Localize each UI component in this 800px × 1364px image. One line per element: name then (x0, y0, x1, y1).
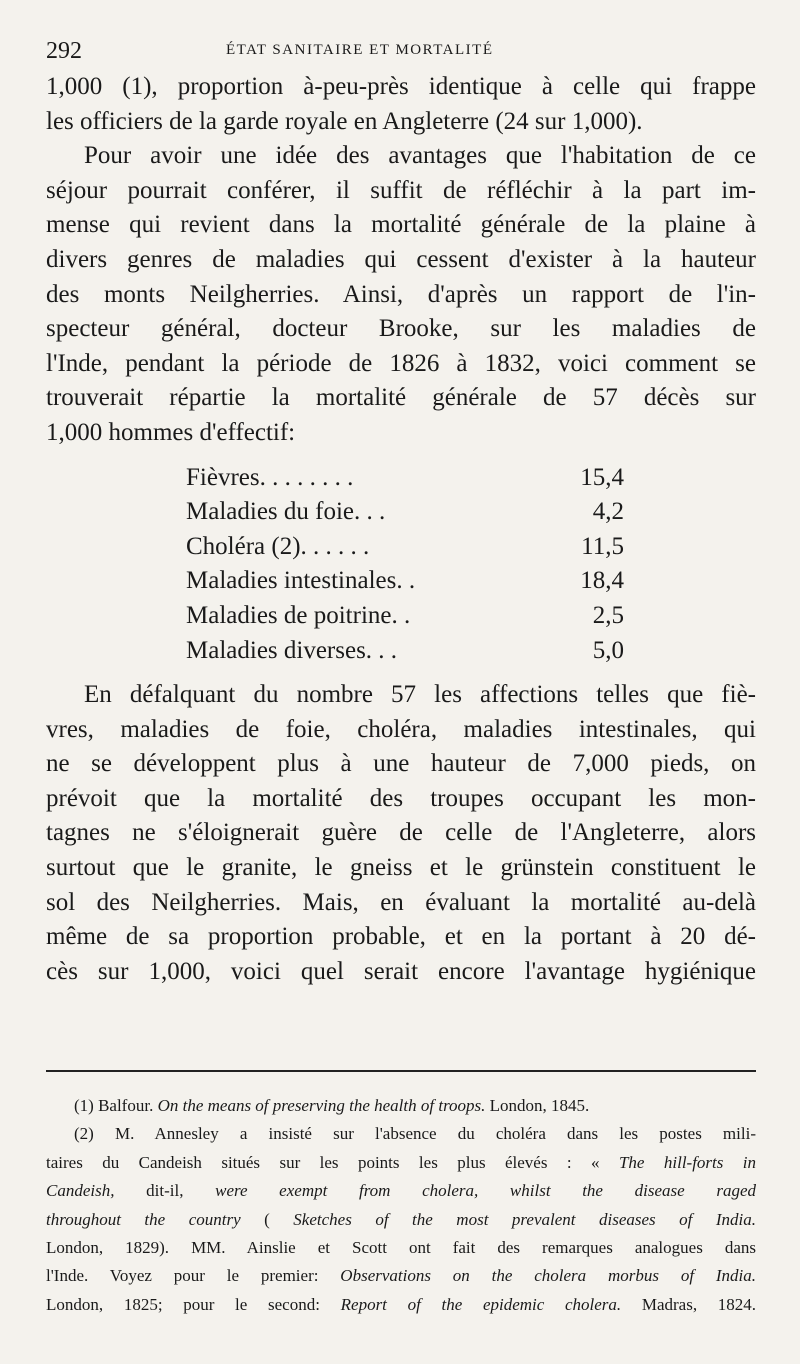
footnote-line (46, 1291, 756, 1319)
footnote-text: l'Inde. Voyez pour le premier: (46, 1266, 319, 1286)
paragraph-1 (46, 70, 756, 139)
footnotes (46, 1092, 756, 1319)
footnote-line: (2) M. Annesley a insisté sur l'absence du choléra dans les postes mili- (74, 1124, 756, 1144)
footnote-italic: Sketches of the most prevalent diseases of India. (293, 1209, 756, 1229)
footnote-divider (46, 1070, 756, 1072)
row-value: 2,5 (592, 601, 624, 629)
text-line: divers genres de maladies qui cessent d'exister à la hauteur (46, 245, 756, 273)
text-line: ne se développent plus à une hauteur de 7,000 pieds, on (46, 750, 756, 778)
footnote-italic: Report of the epidemic cholera. (340, 1294, 622, 1314)
mortality-table (186, 461, 624, 669)
text-line: prévoit que la mortalité des troupes occupant les mon- (46, 784, 756, 812)
footnote-italic: Candeish, (46, 1181, 115, 1201)
row-label: Choléra (2). . . . . . (186, 532, 370, 560)
paragraph-2 (46, 139, 756, 450)
row-label: Maladies intestinales. . (186, 567, 416, 595)
footnote-text: London, 1845. (489, 1096, 590, 1115)
footnote-italic: were exempt from cholera, whilst the disease raged (215, 1181, 756, 1201)
text-line: mense qui revient dans la mortalité générale de la plaine à (46, 211, 756, 239)
text-line: les officiers de la garde royale en Angleterre (24 sur 1,000). (46, 107, 643, 135)
footnote-italic: The hill-forts in (618, 1152, 757, 1172)
row-label: Maladies du foie. . . (186, 498, 386, 526)
table-row (186, 634, 624, 669)
footnote-line (46, 1262, 756, 1290)
body-text (46, 70, 756, 989)
text-line: surtout que le granite, le gneiss et le grünstein constituent le (46, 854, 756, 882)
footnote-italic: throughout the country (46, 1209, 241, 1229)
footnote-text: dit-il, (146, 1181, 184, 1201)
footnote-2 (46, 1120, 756, 1319)
text-line: des monts Neilgherries. Ainsi, d'après un rapport de l'in- (46, 280, 756, 308)
row-value: 4,2 (592, 498, 624, 526)
footnote-italic: Observations on the cholera morbus of India. (340, 1266, 757, 1286)
footnote-line (46, 1206, 756, 1234)
text-line: même de sa proportion probable, et en la portant à 20 dé- (46, 923, 756, 951)
footnote-text: ( (264, 1209, 270, 1229)
text-line: tagnes ne s'éloignerait guère de celle de l'Angleterre, alors (46, 819, 756, 847)
page-number: 292 (46, 38, 82, 64)
footnote-line (46, 1149, 756, 1177)
row-value: 18,4 (580, 567, 624, 595)
footnote-title: On the means of preserving the health of troops. (157, 1096, 486, 1115)
row-value: 5,0 (592, 636, 624, 664)
row-value: 15,4 (580, 463, 624, 491)
text-line: séjour pourrait conférer, il suffit de réfléchir à la part im- (46, 176, 756, 204)
table-row (186, 461, 624, 496)
running-title: ÉTAT SANITAIRE ET MORTALITÉ (226, 42, 494, 58)
footnote-text: London, 1825; pour le second: (46, 1294, 320, 1314)
table-row (186, 599, 624, 634)
text-line: Pour avoir une idée des avantages que l'habitation de ce (84, 142, 756, 170)
text-line: vres, maladies de foie, choléra, maladies intestinales, qui (46, 715, 756, 743)
text-line: trouverait répartie la mortalité générale de 57 décès sur (46, 384, 756, 412)
footnote-text: Madras, 1824. (641, 1294, 757, 1314)
row-label: Maladies de poitrine. . (186, 601, 411, 629)
footnote-line: London, 1829). MM. Ainslie et Scott ont fait des remarques analogues dans (46, 1238, 756, 1258)
text-line: cès sur 1,000, voici quel serait encore l'avantage hygiénique (46, 957, 756, 985)
text-line: specteur général, docteur Brooke, sur les maladies de (46, 315, 756, 343)
text-line: 1,000 hommes d'effectif: (46, 418, 296, 446)
text-line: En défalquant du nombre 57 les affections telles que fiè- (84, 681, 756, 709)
row-label: Maladies diverses. . . (186, 636, 398, 664)
paragraph-3 (46, 678, 756, 989)
footnote-marker: (1) Balfour. (74, 1096, 154, 1115)
running-head (46, 30, 756, 70)
footnote-1 (46, 1092, 756, 1120)
row-label: Fièvres. . . . . . . . (186, 463, 354, 491)
text-line: 1,000 (1), proportion à-peu-près identique à celle qui frappe (46, 73, 756, 100)
text-line: l'Inde, pendant la période de 1826 à 1832, voici comment se (46, 349, 756, 377)
table-row (186, 495, 624, 530)
table-row (186, 564, 624, 599)
text-line: sol des Neilgherries. Mais, en évaluant la mortalité au-delà (46, 888, 756, 916)
footnote-line (46, 1177, 756, 1205)
table-row (186, 530, 624, 565)
row-value: 11,5 (581, 532, 624, 560)
footnote-text: taires du Candeish situés sur les points les plus élevés : « (46, 1152, 600, 1172)
